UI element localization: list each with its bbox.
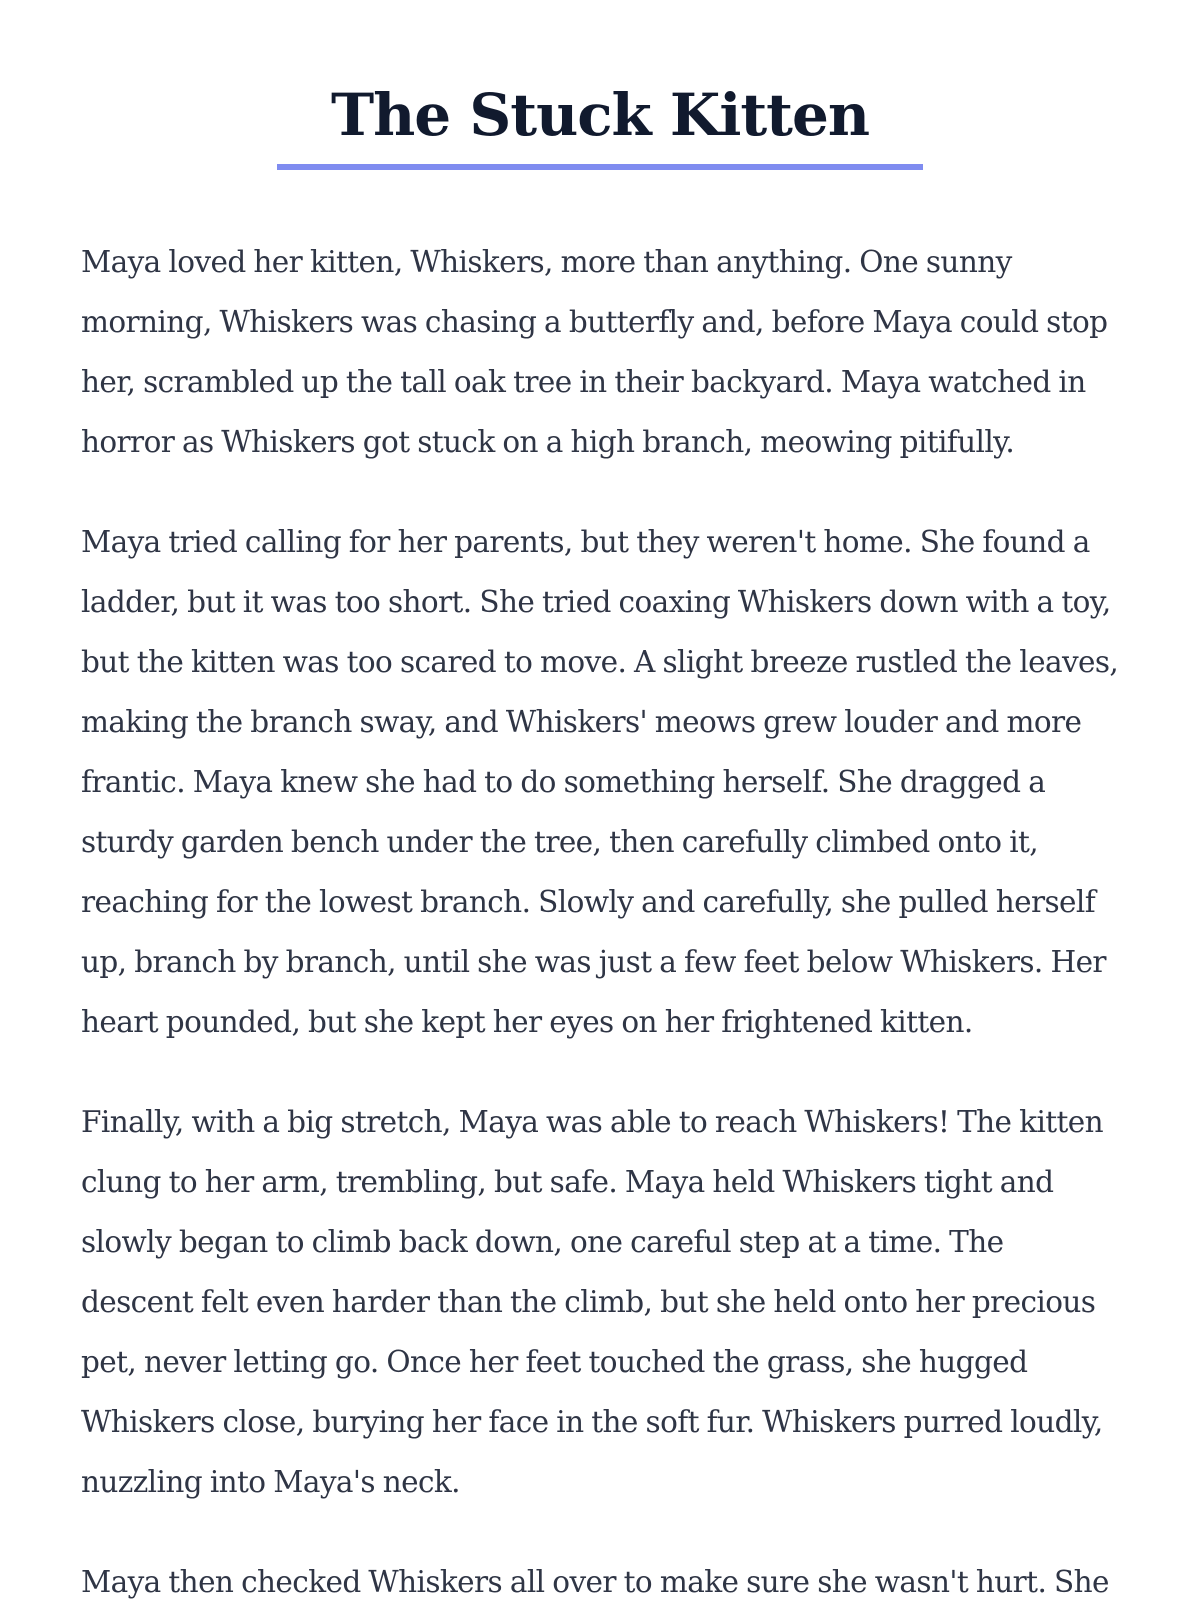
- story-paragraph-4: Maya then checked Whiskers all over to make sure she wasn't hurt. She: [81, 1565, 1109, 1599]
- story-paragraph-3: Finally, with a big stretch, Maya was able to reach Whiskers! The kitten clung to her arm, trembling, but safe. Maya held Whiskers tight and slowly began to climb back down, one careful step at a time. The descent felt even harder than the climb, but she held onto her precious pet, never letting go. Once her feet touched the grass, she hugged Whiskers close, burying her face in the soft fur. Whiskers purred loudly, nuzzling into Maya's neck.: [81, 1105, 1104, 1499]
- story-paragraph-2: Maya tried calling for her parents, but they weren't home. She found a ladder, but it was too short. She tried coaxing Whiskers down with a toy, but the kitten was too scared to move. A slight breeze rustled the leaves, making the branch sway, and Whiskers' meows grew louder and more frantic. Maya knew she had to do something herself. She dragged a sturdy garden bench under the tree, then carefully climbed onto it, reaching for the lowest branch. Slowly and carefully, she pulled herself up, branch by branch, until she was just a few feet below Whiskers. Her heart pounded, but she kept her eyes on her frightened kitten.: [81, 525, 1119, 1039]
- story-paragraph-1: Maya loved her kitten, Whiskers, more than anything. One sunny morning, Whiskers was chasing a butterfly and, before Maya could stop her, scrambled up the tall oak tree in their backyard. Maya watched in horror as Whiskers got stuck on a high branch, meowing pitifully.: [81, 245, 1108, 459]
- story-body: [81, 232, 1121, 1600]
- title-wrapper: [0, 80, 1200, 170]
- page-title: The Stuck Kitten: [277, 80, 923, 170]
